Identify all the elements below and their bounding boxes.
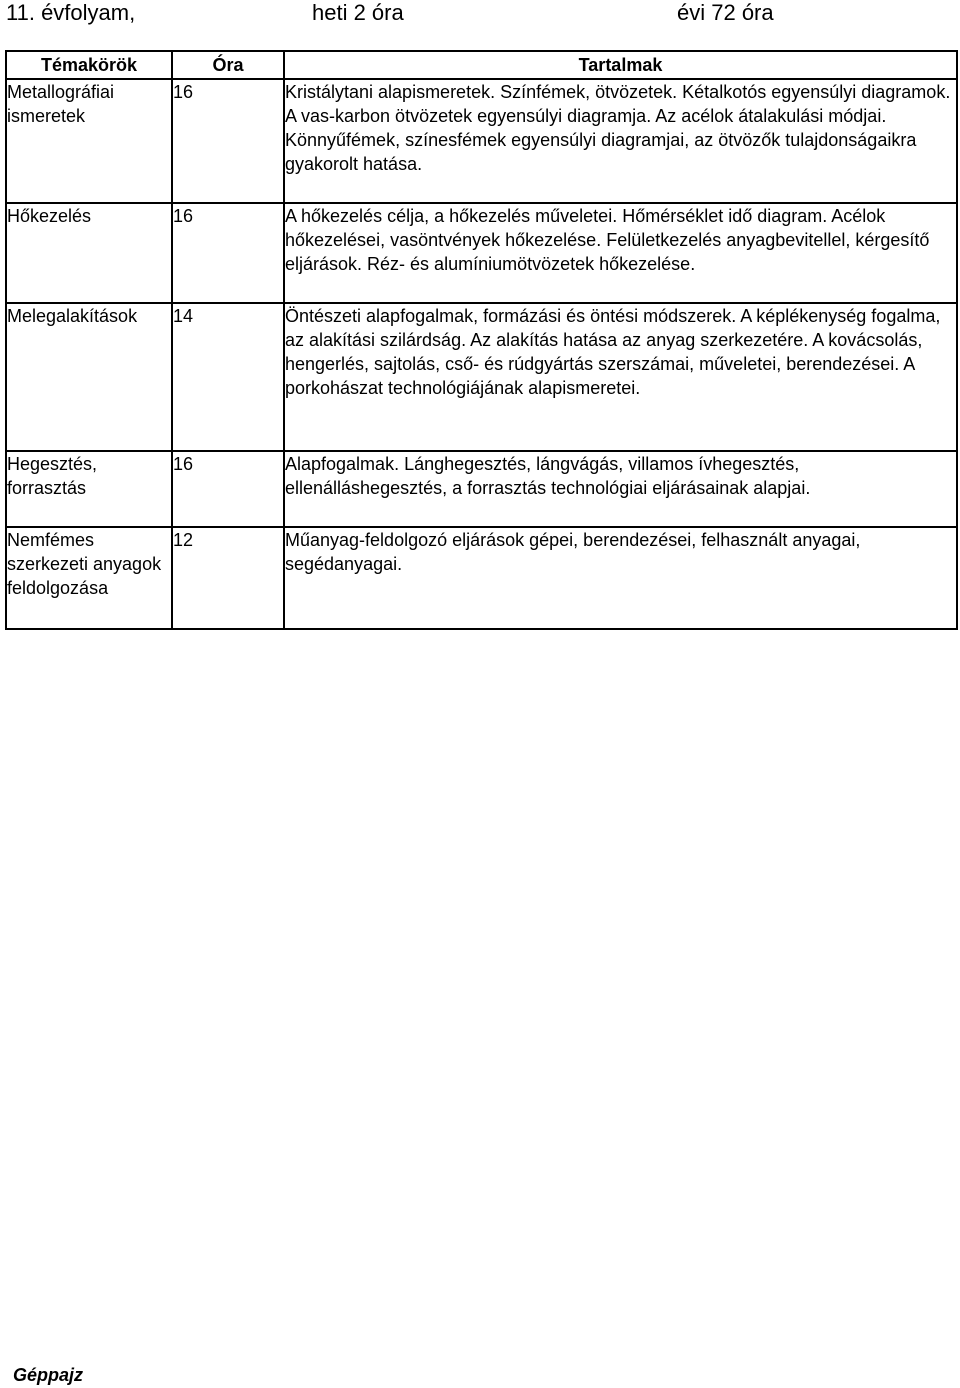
page-heading — [0, 0, 960, 28]
row-hours: 16 — [172, 203, 284, 303]
grade-label: 11. évfolyam, — [6, 0, 136, 25]
header-hours: Óra — [172, 51, 284, 79]
yearly-hours-label: évi 72 óra — [677, 0, 774, 25]
row-content: Öntészeti alapfogalmak, formázási és öntési módszerek. A képlékenység fogalma, az alakítási szilárdság. Az alakítás hatása az anyag szerkezetére. A kovácsolás, hengerlés, sajtolás, cső- és rúdgyártás szerszámai, műveletei, berendezései. A porkohászat technológiájának alapismeretei. — [284, 303, 957, 451]
row-hours: 16 — [172, 79, 284, 203]
table-row — [6, 451, 957, 527]
curriculum-table — [5, 50, 958, 630]
header-contents: Tartalmak — [284, 51, 957, 79]
row-topic: Nemfémes szerkezeti anyagok feldolgozása — [6, 527, 172, 629]
row-content: Kristálytani alapismeretek. Színfémek, ötvözetek. Kétalkotós egyensúlyi diagramok. A vas-karbon ötvözetek egyensúlyi diagramja. Az acélok átalakulási módjai. Könnyűfémek, színesfémek egyensúlyi diagramjai, az ötvözők tulajdonságaikra gyakorolt hatása. — [284, 79, 957, 203]
row-hours: 12 — [172, 527, 284, 629]
row-topic: Melegalakítások — [6, 303, 172, 451]
row-content: Alapfogalmak. Lánghegesztés, lángvágás, villamos ívhegesztés, ellenálláshegesztés, a forrasztás technológiai eljárásainak alapjai. — [284, 451, 957, 527]
row-hours: 14 — [172, 303, 284, 451]
weekly-hours-label: heti 2 óra — [312, 0, 404, 25]
table-row — [6, 303, 957, 451]
header-topics: Témakörök — [6, 51, 172, 79]
table-header-row — [6, 51, 957, 79]
row-topic: Metallográfiai ismeretek — [6, 79, 172, 203]
table-row — [6, 203, 957, 303]
table-row — [6, 527, 957, 629]
row-content: Műanyag-feldolgozó eljárások gépei, berendezései, felhasznált anyagai, segédanyagai. — [284, 527, 957, 629]
row-topic: Hőkezelés — [6, 203, 172, 303]
row-hours: 16 — [172, 451, 284, 527]
table-row — [6, 79, 957, 203]
footer-section-title: Gépрajz — [13, 1365, 84, 1385]
row-content: A hőkezelés célja, a hőkezelés műveletei. Hőmérséklet idő diagram. Acélok hőkezelései, vasöntvények hőkezelése. Felületkezelés anyagbevitellel, kérgesítő eljárások. Réz- és alumíniumötvözetek hőkezelése. — [284, 203, 957, 303]
row-topic: Hegesztés, forrasztás — [6, 451, 172, 527]
